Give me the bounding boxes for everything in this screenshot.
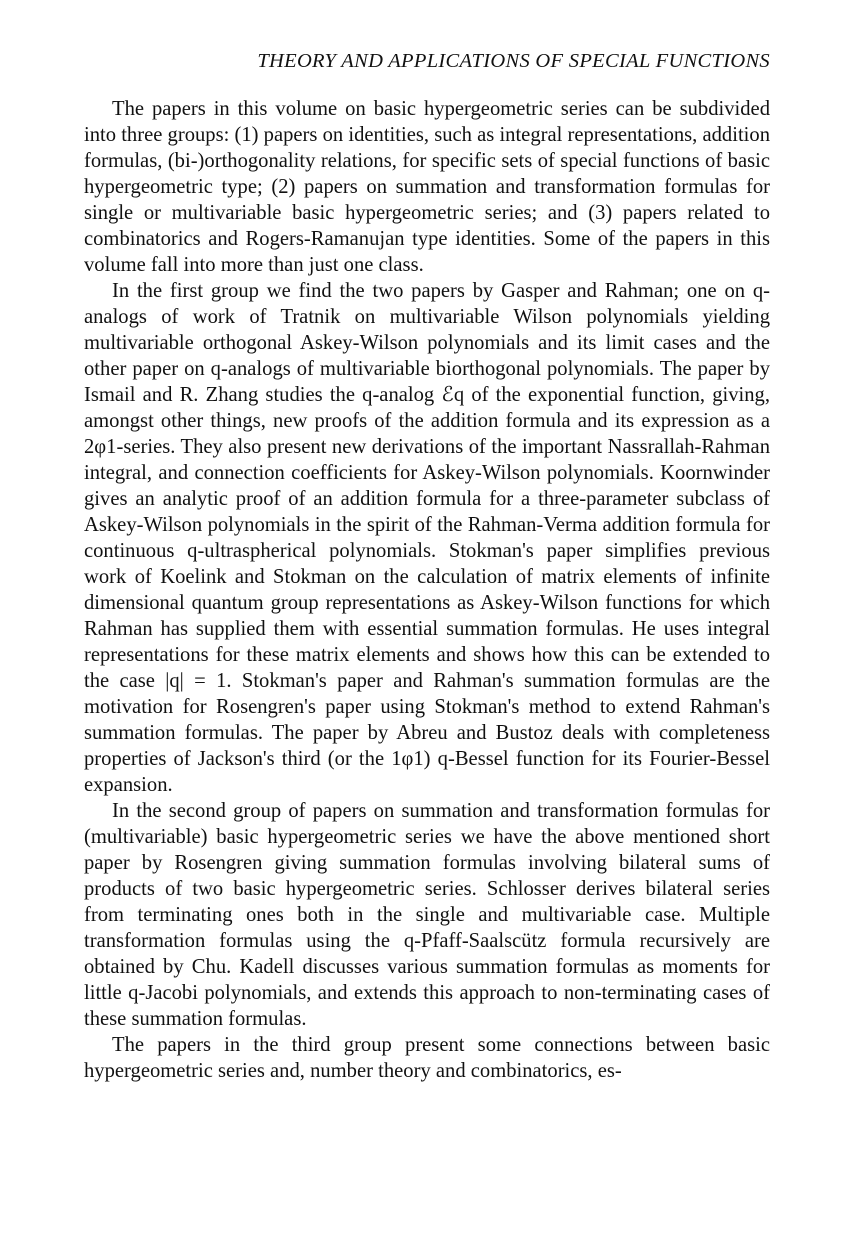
body-text [84, 96, 770, 1084]
paragraph-third-group: The papers in the third group present some connections between basic hypergeometric series and, number theory and combinatorics, es- [84, 1034, 770, 1082]
paragraph-groups-overview: The papers in this volume on basic hypergeometric series can be subdivided into three groups: (1) papers on identities, such as integral representations, addition formulas, (bi-)orthogonality relations, for specific sets of special functions of basic hypergeometric type; (2) papers on summation and transformation formulas for single or multivariable basic hypergeometric series; and (3) papers related to combinatorics and Rogers-Ramanujan type identities. Some of the papers in this volume fall into more than just one class. [84, 98, 770, 276]
running-header: THEORY AND APPLICATIONS OF SPECIAL FUNCTIONS [257, 50, 770, 72]
paragraph-second-group: In the second group of papers on summation and transformation formulas for (multivariable) basic hypergeometric series we have the above mentioned short paper by Rosengren giving summation formulas involving bilateral sums of products of two basic hypergeometric series. Schlosser derives bilateral series from terminating ones both in the single and multivariable case. Multiple transformation formulas using the q-Pfaff-Saalscütz formula recursively are obtained by Chu. Kadell discusses various summation formulas as moments for little q-Jacobi polynomials, and extends this approach to non-terminating cases of these summation formulas. [84, 800, 770, 1030]
paragraph-first-group: In the first group we find the two papers by Gasper and Rahman; one on q-analogs of work of Tratnik on multivariable Wilson polynomials yielding multivariable orthogonal Askey-Wilson polynomials and its limit cases and the other paper on q-analogs of multivariable biorthogonal polynomials. The paper by Ismail and R. Zhang studies the q-analog ℰq of the exponential function, giving, amongst other things, new proofs of the addition formula and its expression as a 2φ1-series. They also present new derivations of the important Nassrallah-Rahman integral, and connection coefficients for Askey-Wilson polynomials. Koornwinder gives an analytic proof of an addition formula for a three-parameter subclass of Askey-Wilson polynomials in the spirit of the Rahman-Verma addition formula for continuous q-ultraspherical polynomials. Stokman's paper simplifies previous work of Koelink and Stokman on the calculation of matrix elements of infinite dimensional quantum group representations as Askey-Wilson functions for which Rahman has supplied them with essential summation formulas. He uses integral representations for these matrix elements and shows how this can be extended to the case |q| = 1. Stokman's paper and Rahman's summation formulas are the motivation for Rosengren's paper using Stokman's method to extend Rahman's summation formulas. The paper by Abreu and Bustoz deals with completeness properties of Jackson's third (or the 1φ1) q-Bessel function for its Fourier-Bessel expansion. [84, 280, 770, 796]
